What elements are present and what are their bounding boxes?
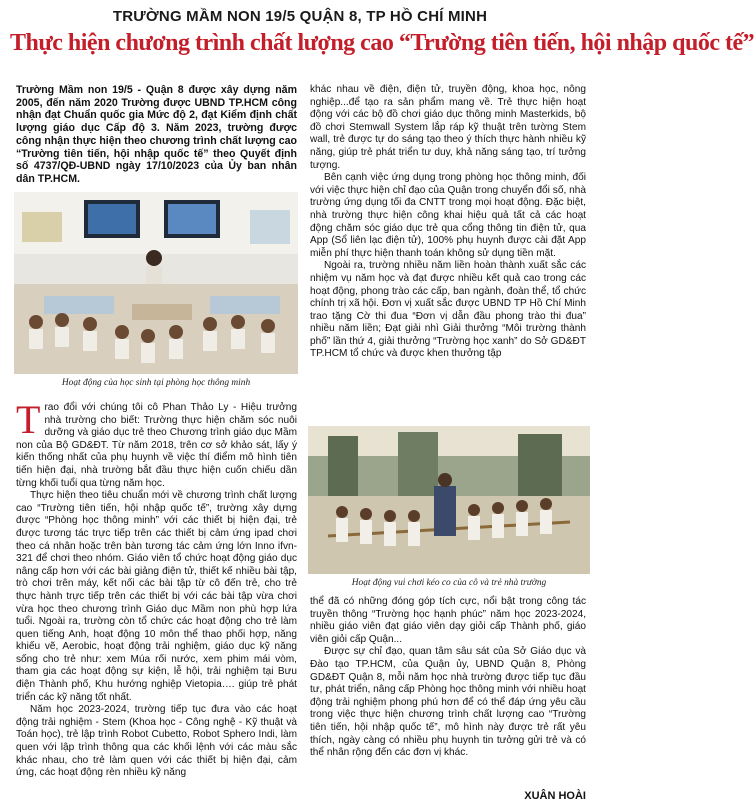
right-paragraph-4: thể đã có những đóng góp tích cực, nổi bật trong công tác truyền thông “Trường học hạnh phúc” năm học 2023-2024, nhiều giáo viên đạt giáo viên dạy giỏi cấp Thành phố, giáo viên giỏi cấp Quận...	[310, 596, 586, 645]
right-paragraph-3: Ngoài ra, trường nhiều năm liền hoàn thành xuất sắc các nhiệm vụ năm học và đạt được nhiều kết quả cao trong các hoạt động, phong trào các cấp, ban ngành, đoàn thể, tổ chức chính trị xã hội. Đơn vị xuất sắc được UBND TP Hồ Chí Minh trao tặng Cờ thi đua “Đơn vị dẫn đầu phong trào thi đua” nhiều năm liền; Đạt giải nhì Giải thưởng “Môi trường thành phố” lần thứ 4, giải thưởng “Trường học xanh” do Sở GD&ĐT TP.HCM tổ chức và được khen thưởng tập	[310, 260, 586, 360]
right-column-top	[310, 84, 586, 361]
classroom-photo-image	[14, 192, 298, 374]
tug-of-war-photo-caption: Hoạt động vui chơi kéo co của cô và trẻ nhà trường	[351, 578, 547, 588]
right-paragraph-1: khác nhau về điện, điện tử, truyền động, khoa học, nông nghiệp...để tạo ra sản phẩm mang về. Trẻ thực hiện hoạt động với các bộ đồ chơi giáo dục thông minh Masterkids, bộ đồ chơi Stemwall System lắp ráp kỹ thuật trên tường Stem wall, trẻ được tự do sáng tạo theo ý thích thực hành nhiều kỹ năng, giúp trẻ phát triển tư duy, khả năng sáng tạo, trí tưởng tượng.	[310, 84, 586, 171]
right-paragraph-2: Bên cạnh việc ứng dụng trong phòng học thông minh, đối với việc thực hiện chỉ đạo của Quận trong chuyển đổi số, nhà trường ứng dụng tối đa CNTT trong mọi hoạt động. Đặc biệt, nhà trường thực hiện công khai hiệu quả tất cả các hoạt động chăm sóc giáo dục trẻ qua cổng thông tin điện tử, qua App (Sổ liên lạc điện tử), 100% phụ huynh được cài đặt App miễn phí thực hiện thanh toán không sử dụng tiền mặt.	[310, 172, 586, 259]
drop-cap: T	[16, 397, 41, 442]
right-paragraph-5: Được sự chỉ đạo, quan tâm sâu sát của Sở Giáo dục và Đào tạo TP.HCM, của Quận ủy, UBND Quận 8, Phòng GD&ĐT Quận 8, mỗi năm học nhà trường được tiếp tục đầu tư, phát triển, nâng cấp Phòng học thông minh với nhiều hoạt động trải nghiệm phong phú hơn để có thể đáp ứng yêu cầu trong việc thực hiện chương trình chất lượng cao “Trường tiên tiến, hội nhập quốc tế”, mô hình này được trẻ rất yêu thích, ngày càng có nhiều phụ huynh tin tưởng gửi trẻ và có thể nhân rộng đến các đơn vị khác.	[310, 646, 586, 759]
kicker: TRƯỜNG MẦM NON 19/5 QUẬN 8, TP HỒ CHÍ MINH	[112, 8, 488, 25]
left-paragraph-3: Năm học 2023-2024, trường tiếp tục đưa vào các hoạt động trải nghiệm - Stem (Khoa học - Công nghệ - Kỹ thuật và Toán học), trẻ lập trình Robot Cubetto, Robot Sphero Indi, làm quen với lập trình thông qua các khối lệnh với các màu sắc khác nhau, cho trẻ làm quen với các thiết bị hiện đại, cảm ứng, các hoạt động rèn nhiều kỹ năng	[16, 704, 297, 779]
tug-of-war-photo	[308, 426, 590, 574]
left-paragraph-2: Thực hiện theo tiêu chuẩn mới về chương trình chất lượng cao “Trường tiên tiến, hội nhập quốc tế”, trường xây dựng được “Phòng học thông minh” với các thiết bị hiện đại, trẻ được tương tác trực tiếp trên các thiết bị cảm ứng ipad chơi theo cá nhân hoặc trên bàn tương tác cảm ứng lớn Inno ifvn-321 để chơi theo nhóm. Giáo viên tổ chức hoạt động giáo dục nâng cấp hơn với các bài giảng điện tử, thiết kế nhiều bài tập, trò chơi trên máy, kết nối các bài tập từ cô đến trẻ, cho trẻ thực hành trực tiếp trên các thiết bị với các bài tập vừa chơi vừa học theo chương trình Giáo dục Mầm non phù hợp lứa tuổi. Ngoài ra, trường còn tổ chức các hoạt động cho trẻ làm quen tiếng Anh, hoạt động 10 môn thể thao phối hợp, năng khiếu vẽ, Aerobic, hoạt động trải nghiệm, giáo dục kỹ năng sống cho trẻ như: xem Múa rối nước, xem phim mái vòm, tham gia các hoạt động sự kiện, lễ hội, trải nghiệm tại Bưu điện Thành phố, Khu hướng nghiệp Vietopia…. giúp trẻ phát triển các kỹ năng tốt nhất.	[16, 490, 297, 703]
classroom-photo-caption: Hoạt động của học sinh tại phòng học thông minh	[61, 378, 251, 388]
byline: XUÂN HOÀI	[524, 790, 586, 802]
lead-paragraph: Trường Mầm non 19/5 - Quận 8 được xây dựng năm 2005, đến năm 2020 Trường được UBND TP.HCM công nhận đạt Chuẩn quốc gia Mức độ 2, đạt Kiểm định chất lượng giáo dục Cấp độ 3. Năm 2023, trường được công nhận thực hiện theo chương trình chất lượng cao “Trường tiên tiến, hội nhập quốc tế” theo Quyết định số 4737/QĐ-UBND ngày 17/10/2023 của Ủy ban nhân dân TP.HCM.	[16, 84, 297, 185]
headline: Thực hiện chương trình chất lượng cao “Trường tiên tiến, hội nhập quốc tế”	[10, 30, 754, 56]
right-column-bottom	[310, 596, 586, 760]
left-column	[16, 397, 297, 780]
tug-of-war-photo-image	[308, 426, 590, 574]
classroom-photo	[14, 192, 298, 374]
left-paragraph-1: rao đổi với chúng tôi cô Phan Thảo Ly - Hiệu trưởng nhà trường cho biết: Trường thực hiện chăm sóc nuôi dưỡng và giáo dục trẻ theo Chương trình giáo dục Mầm non của Bộ GD&ĐT. Từ năm 2018, trên cơ sở khảo sát, lấy ý kiến thống nhất của phụ huynh về việc thí điểm mô hình tiên tiến hiện đại, nhà trường bắt đầu thực hiện cuốn chiếu dần từng khối tuổi qua từng năm học.	[16, 402, 297, 489]
